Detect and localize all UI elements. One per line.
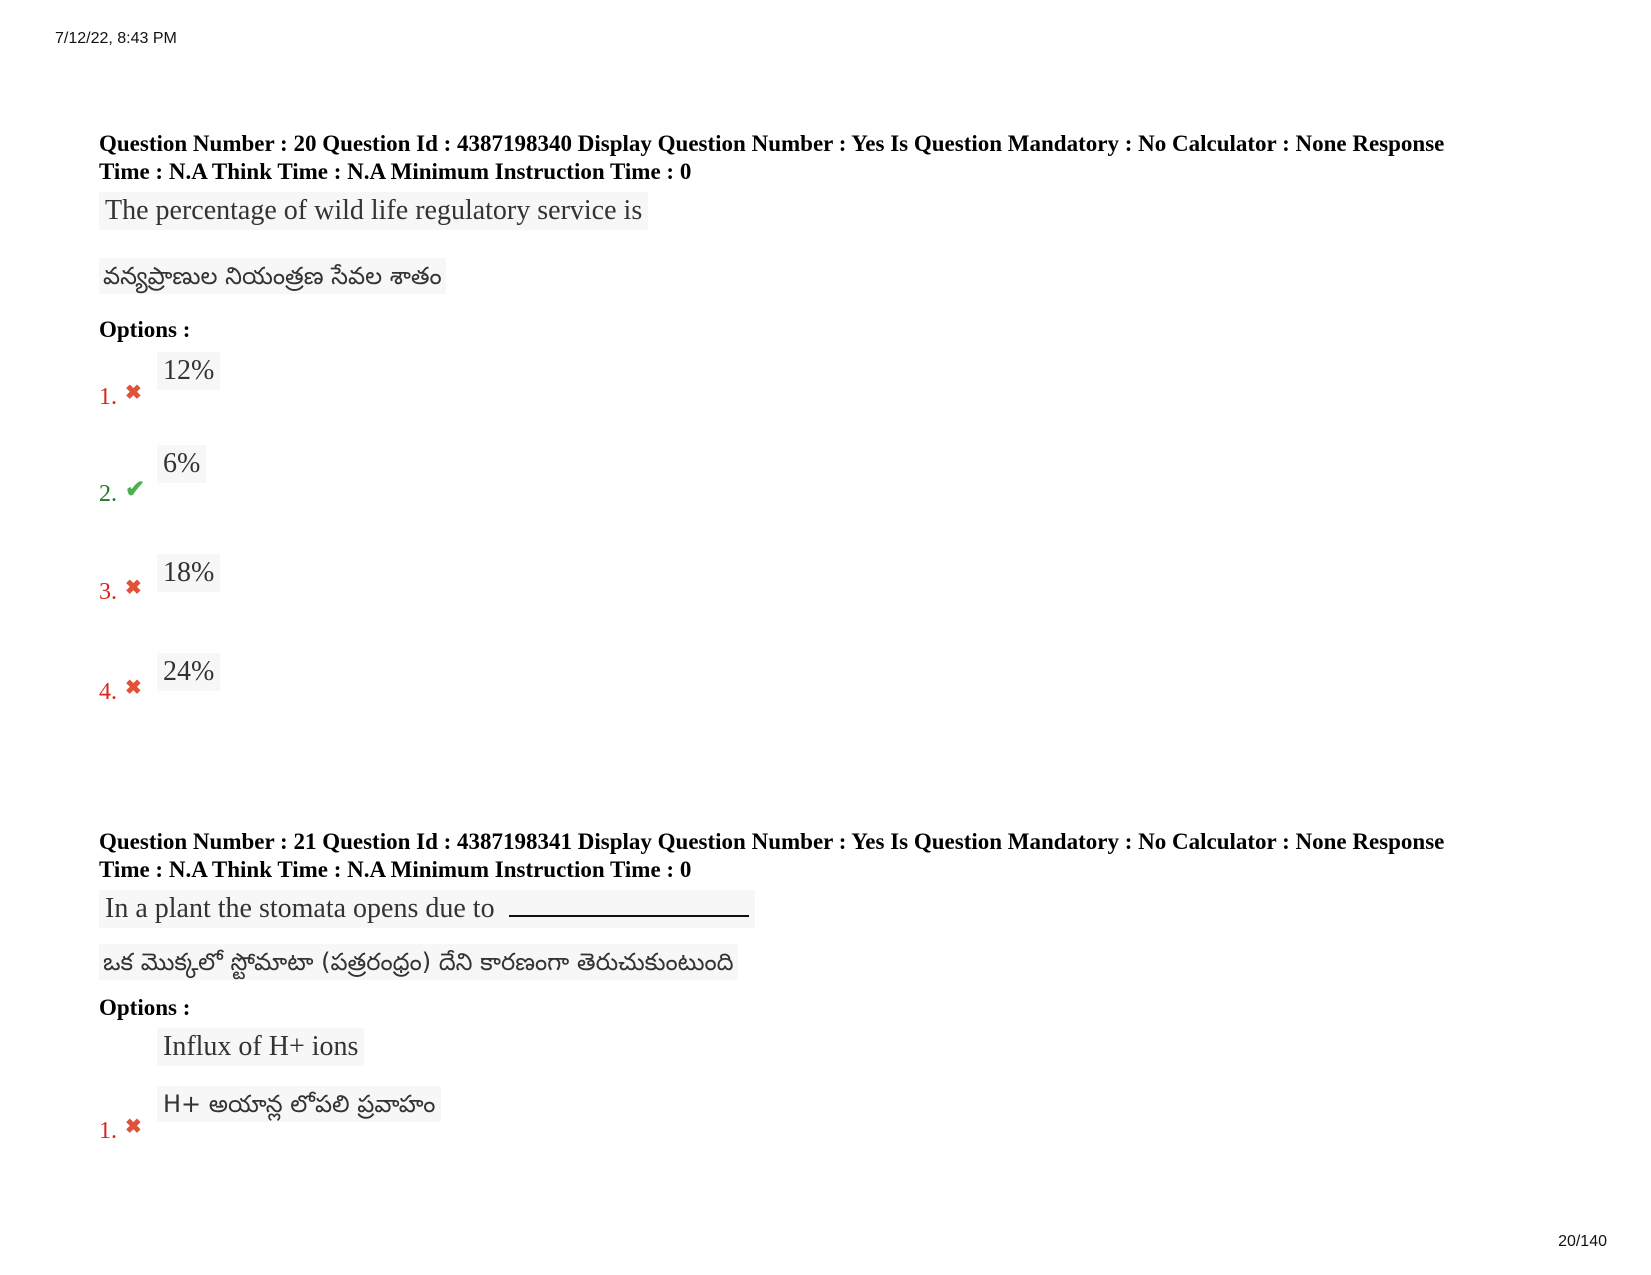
option-1 — [99, 1022, 1619, 1152]
question-text-english — [99, 890, 755, 928]
question-text-telugu: వన్యప్రాణుల నియంత్రణ సేవల శాతం — [99, 258, 446, 294]
print-timestamp: 7/12/22, 8:43 PM — [55, 30, 177, 47]
question-21 — [99, 828, 1619, 1152]
option-text: 6% — [157, 445, 206, 483]
fill-in-blank — [509, 893, 749, 917]
option-2 — [99, 441, 1619, 549]
question-meta-line2: Time : N.A Think Time : N.A Minimum Instruction Time : 0 — [99, 857, 692, 882]
question-meta-line2: Time : N.A Think Time : N.A Minimum Instruction Time : 0 — [99, 159, 692, 184]
question-text-english-value: In a plant the stomata opens due to — [105, 893, 495, 924]
option-number: 1. — [99, 384, 117, 410]
option-text-telugu: H+ అయాన్ల లోపలి ప్రవాహం — [157, 1086, 441, 1122]
correct-check-icon: ✔ — [125, 477, 146, 503]
option-4 — [99, 651, 1619, 711]
options-label: Options : — [99, 995, 191, 1020]
question-text-english: The percentage of wild life regulatory service is — [99, 192, 648, 230]
option-text: Influx of H+ ions — [157, 1028, 364, 1066]
wrong-mark-icon: ✖ — [125, 1116, 142, 1138]
option-number: 4. — [99, 679, 117, 705]
option-number: 3. — [99, 579, 117, 605]
wrong-mark-icon: ✖ — [125, 677, 142, 699]
question-meta-line1: Question Number : 21 Question Id : 4387198341 Display Question Number : Yes Is Question Mandatory : No Calculator : None Response — [99, 829, 1445, 854]
wrong-mark-icon: ✖ — [125, 382, 142, 404]
options-label: Options : — [99, 317, 191, 342]
option-text: 12% — [157, 352, 220, 390]
option-text: 24% — [157, 653, 220, 691]
option-3 — [99, 549, 1619, 651]
page-number: 20/140 — [1558, 1233, 1607, 1250]
option-number: 1. — [99, 1118, 117, 1144]
question-text-telugu: ఒక మొక్కలో స్టోమాటా (పత్రరంధ్రం) దేని కారణంగా తెరుచుకుంటుంది — [99, 944, 738, 980]
question-20 — [99, 130, 1619, 711]
option-number: 2. — [99, 481, 117, 507]
question-meta-line1: Question Number : 20 Question Id : 4387198340 Display Question Number : Yes Is Question Mandatory : No Calculator : None Response — [99, 131, 1445, 156]
option-1 — [99, 344, 1619, 441]
wrong-mark-icon: ✖ — [125, 577, 142, 599]
option-text: 18% — [157, 554, 220, 592]
